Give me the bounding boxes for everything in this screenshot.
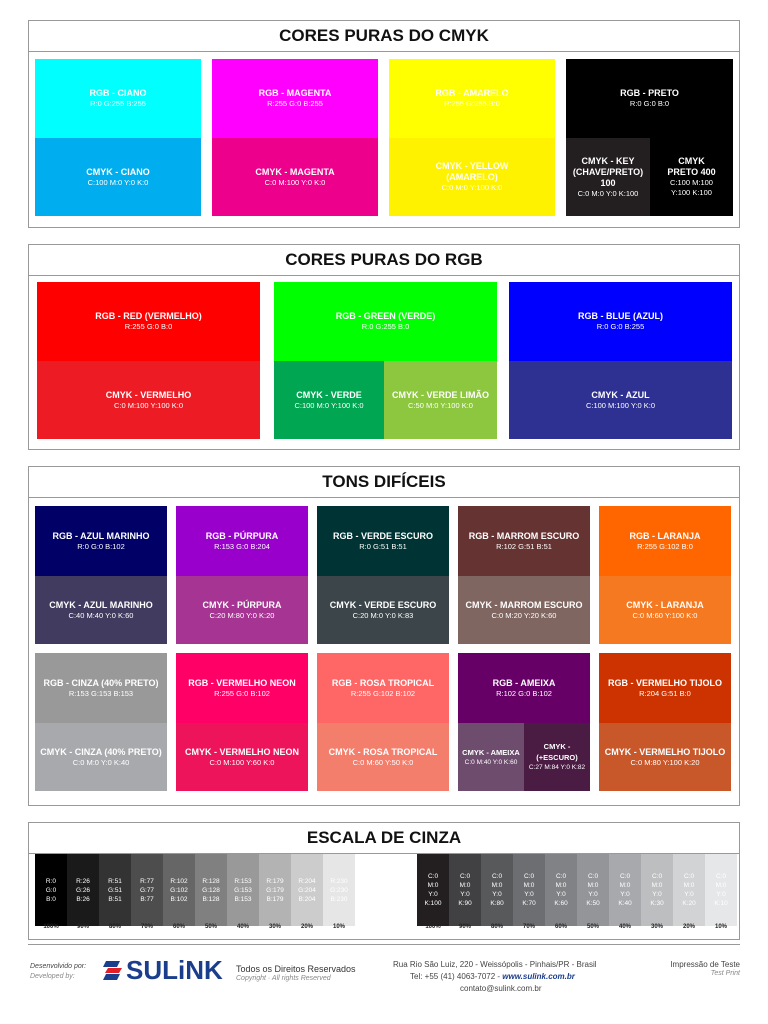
rgb-green-cmyk-0-value: C:100 M:0 Y:100 K:0 — [294, 400, 364, 410]
gray-cell: R:51 G:51 B:51 — [99, 854, 131, 926]
cmyk-rgb-half-value: R:0 G:255 B:255 — [90, 99, 146, 108]
dif-cmyk-half-label: CMYK - VERMELHO NEON — [184, 746, 299, 757]
gray-percentage: 20% — [300, 924, 313, 930]
gray-percentage: 10% — [332, 924, 345, 930]
cmyk-rgb-half — [35, 59, 201, 138]
dif-cmyk-half — [599, 576, 731, 644]
dif-rgb-half — [599, 653, 731, 723]
gray-cell: C:0 M:0 Y:0 K:50 — [577, 854, 609, 926]
address: Rua Rio São Luiz, 220 - Weissópolis - Pinhais/PR - Brasil — [393, 960, 597, 969]
gray-percentage: 40% — [236, 924, 249, 930]
dif-rgb-half-value: R:153 G:153 B:153 — [68, 688, 134, 698]
gray-percentage: 80% — [108, 924, 121, 930]
cmyk-cmyk-half-label: CMYK - CIANO — [86, 166, 150, 177]
contact-line — [410, 972, 575, 981]
cmyk-black-key-label: CMYK - KEY (CHAVE/PRETO) 100 — [572, 155, 644, 188]
dif-rgb-half-value: R:255 G:102 B:0 — [637, 541, 693, 551]
dif-ameixa-cmyk-1-label: CMYK - (+ESCURO) — [536, 742, 578, 762]
dif-cmyk-half-value: C:0 M:60 Y:100 K:0 — [632, 610, 698, 620]
dif-rgb-half-label: RGB - MARROM ESCURO — [468, 530, 580, 541]
dif-cmyk-half — [176, 723, 308, 791]
rgb-cmyk-half-value: C:0 M:100 Y:100 K:0 — [113, 400, 184, 410]
dif-rgb-half-value: R:0 G:51 B:51 — [359, 541, 407, 551]
gray-percentage: 60% — [172, 924, 185, 930]
test-print-pt: Impressão de Teste — [670, 960, 740, 969]
gray-cell: C:0 M:0 Y:0 K:100 — [417, 854, 449, 926]
gray-cell: R:128 G:128 B:128 — [195, 854, 227, 926]
dif-cmyk-half-label: CMYK - ROSA TROPICAL — [328, 746, 438, 757]
cmyk-black-key — [566, 138, 650, 216]
sulink-wordmark: SULiNK — [126, 955, 223, 985]
dif-ameixa-cmyk-0-value: C:0 M:40 Y:0 K:60 — [464, 758, 518, 766]
rgb-rgb-half-label: RGB - GREEN (VERDE) — [335, 311, 436, 321]
gray-cell: R:230 G:230 B:230 — [323, 854, 355, 926]
cmyk-cmyk-half — [389, 138, 555, 216]
sulink-logo — [100, 955, 230, 985]
gray-percentages-rgb — [35, 924, 355, 930]
dif-ameixa-cmyk-1-value: C:27 M:84 Y:0 K:82 — [528, 764, 586, 771]
gray-percentage: 70% — [522, 924, 535, 930]
rgb-green-cmyk-1-label: CMYK - VERDE LIMÃO — [391, 389, 489, 400]
dif-rgb-half — [35, 653, 167, 723]
gray-percentage: 50% — [204, 924, 217, 930]
cmyk-cmyk-half — [35, 138, 201, 216]
gray-cell: C:0 M:0 Y:0 K:90 — [449, 854, 481, 926]
rgb-cmyk-half — [37, 361, 260, 439]
dificeis-swatch-dificeis_row1-2 — [317, 506, 449, 644]
dif-cmyk-half — [458, 576, 590, 644]
dificeis-swatch-dificeis_row1-4 — [599, 506, 731, 644]
cmyk-swatch-1 — [212, 59, 378, 216]
dif-cmyk-half-label: CMYK - MARROM ESCURO — [465, 599, 583, 610]
dif-cmyk-half-label: CMYK - AZUL MARINHO — [49, 599, 153, 610]
dif-rgb-half — [35, 506, 167, 576]
gray-percentage: 20% — [682, 924, 695, 930]
dif-rgb-half-value: R:0 G:0 B:102 — [77, 541, 125, 551]
cmyk-cmyk-half-value: C:0 M:0 Y:100 K:0 — [441, 183, 503, 192]
gray-scale-cmyk — [417, 854, 737, 926]
dif-rgb-half-value: R:102 G:51 B:51 — [496, 541, 552, 551]
cmyk-swatch-black — [566, 59, 733, 216]
rgb-green-cmyk-1 — [384, 361, 497, 439]
dif-rgb-half-value: R:204 G:51 B:0 — [639, 688, 691, 698]
dif-cmyk-half — [317, 723, 449, 791]
cmyk-black-400-value: C:100 M:100 Y:100 K:100 — [670, 178, 713, 197]
dif-rgb-half-label: RGB - CINZA (40% PRETO) — [43, 677, 159, 688]
dif-ameixa-cmyk-0 — [458, 723, 524, 791]
dif-cmyk-half — [35, 723, 167, 791]
dif-cmyk-half — [35, 576, 167, 644]
rgb-rgb-half — [509, 282, 732, 361]
cmyk-black-rgb-half-value: R:0 G:0 B:0 — [629, 99, 670, 108]
cmyk-cmyk-half-label: CMYK - MAGENTA — [255, 166, 335, 177]
dif-cmyk-half-value: C:0 M:60 Y:50 K:0 — [352, 757, 414, 767]
gray-percentage: 100% — [43, 924, 59, 930]
cmyk-rgb-half — [212, 59, 378, 138]
dif-rgb-half-value: R:102 G:0 B:102 — [496, 688, 552, 698]
rights-en: Copyright · All rights Reserved — [236, 975, 331, 982]
dificeis-swatch-dificeis_row1-1 — [176, 506, 308, 644]
cmyk-section-title: CORES PURAS DO CMYK — [29, 21, 739, 52]
dif-cmyk-half-label: CMYK - VERMELHO TIJOLO — [604, 746, 726, 757]
dif-cmyk-half-value: C:0 M:20 Y:20 K:60 — [491, 610, 557, 620]
rgb-cmyk-half-value: C:100 M:100 Y:0 K:0 — [585, 400, 656, 410]
test-print-en: Test Print — [710, 970, 740, 977]
dif-rgb-half — [458, 653, 590, 723]
dificeis-swatch-dificeis_row2-0 — [35, 653, 167, 791]
dif-cmyk-half-value: C:0 M:0 Y:0 K:40 — [72, 757, 130, 767]
dif-rgb-half-label: RGB - VERDE ESCURO — [332, 530, 433, 541]
gray-cell: C:0 M:0 Y:0 K:20 — [673, 854, 705, 926]
dif-cmyk-half-label: CMYK - CINZA (40% PRETO) — [40, 746, 162, 757]
dif-rgb-half — [599, 506, 731, 576]
dificeis-swatch-dificeis_row2-1 — [176, 653, 308, 791]
gray-cell: C:0 M:0 Y:0 K:60 — [545, 854, 577, 926]
gray-percentage: 30% — [650, 924, 663, 930]
rgb-green-cmyk-1-value: C:50 M:0 Y:100 K:0 — [408, 400, 473, 410]
cmyk-rgb-half-label: RGB - CIANO — [89, 88, 147, 98]
gray-cell: C:0 M:0 Y:0 K:40 — [609, 854, 641, 926]
dif-cmyk-half — [176, 576, 308, 644]
dif-cmyk-half-value: C:40 M:40 Y:0 K:60 — [68, 610, 134, 620]
cmyk-cmyk-half-label: CMYK - YELLOW (AMARELO) — [435, 161, 509, 182]
dificeis-swatch-dificeis_row1-0 — [35, 506, 167, 644]
dif-rgb-half — [317, 506, 449, 576]
gray-percentage: 80% — [490, 924, 503, 930]
dif-cmyk-half-value: C:20 M:0 Y:0 K:83 — [352, 610, 414, 620]
cinza-section-title: ESCALA DE CINZA — [29, 823, 739, 854]
dif-rgb-half-value: R:255 G:102 B:102 — [350, 688, 416, 698]
cmyk-black-400 — [650, 138, 733, 216]
cmyk-cmyk-half-value: C:0 M:100 Y:0 K:0 — [264, 177, 326, 187]
dif-rgb-half-label: RGB - VERMELHO NEON — [188, 677, 296, 688]
dif-rgb-half-label: RGB - PÚRPURA — [205, 530, 279, 541]
rgb-swatch-0 — [37, 282, 260, 439]
rgb-rgb-half-label: RGB - RED (VERMELHO) — [95, 311, 202, 321]
dif-cmyk-half-label: CMYK - VERDE ESCURO — [329, 599, 437, 610]
dif-cmyk-half-value: C:0 M:100 Y:60 K:0 — [209, 757, 275, 767]
rights-pt: Todos os Direitos Reservados — [236, 964, 356, 974]
gray-cell: C:0 M:0 Y:0 K:70 — [513, 854, 545, 926]
dif-rgb-half-value: R:153 G:0 B:204 — [214, 541, 270, 551]
dif-cmyk-half-label: CMYK - LARANJA — [626, 599, 704, 610]
rgb-rgb-half-label: RGB - BLUE (AZUL) — [578, 311, 663, 321]
rgb-green-cmyk-0 — [274, 361, 384, 439]
gray-percentage: 90% — [458, 924, 471, 930]
dif-rgb-half-label: RGB - VERMELHO TIJOLO — [607, 677, 722, 688]
rgb-rgb-half — [274, 282, 497, 361]
rgb-rgb-half-value: R:0 G:0 B:255 — [596, 322, 645, 331]
cmyk-rgb-half-label: RGB - MAGENTA — [258, 88, 332, 98]
gray-cell: R:153 G:153 B:153 — [227, 854, 259, 926]
gray-percentage: 100% — [425, 924, 441, 930]
dif-rgb-half-label: RGB - AMEIXA — [492, 677, 556, 688]
phone: Tel: +55 (41) 4063-7072 - — [410, 972, 503, 981]
cmyk-cmyk-half-value: C:100 M:0 Y:0 K:0 — [87, 177, 149, 187]
cmyk-black-key-value: C:0 M:0 Y:0 K:100 — [577, 188, 639, 198]
rgb-rgb-half — [37, 282, 260, 361]
website-link[interactable]: www.sulink.com.br — [502, 972, 575, 981]
gray-cell: C:0 M:0 Y:0 K:80 — [481, 854, 513, 926]
sulink-logo-icon — [100, 957, 126, 983]
gray-cell: R:26 G:26 B:26 — [67, 854, 99, 926]
rgb-green-cmyk-0-label: CMYK - VERDE — [296, 389, 362, 400]
rgb-rgb-half-value: R:255 G:0 B:0 — [124, 322, 173, 331]
rgb-cmyk-half — [509, 361, 732, 439]
cmyk-cmyk-half — [212, 138, 378, 216]
cmyk-rgb-half-value: R:255 G:0 B:255 — [267, 99, 323, 108]
gray-cell: R:179 G:179 B:179 — [259, 854, 291, 926]
rgb-swatch-1 — [274, 282, 497, 439]
gray-percentage: 50% — [586, 924, 599, 930]
dif-rgb-half — [458, 506, 590, 576]
dif-ameixa-cmyk-1 — [524, 723, 590, 791]
gray-percentages-cmyk — [417, 924, 737, 930]
gray-percentage: 90% — [76, 924, 89, 930]
dificeis-swatch-dificeis_row1-3 — [458, 506, 590, 644]
gray-cell: C:0 M:0 Y:0 K:10 — [705, 854, 737, 926]
dif-rgb-half-label: RGB - ROSA TROPICAL — [331, 677, 435, 688]
gray-scale-rgb — [35, 854, 355, 926]
gray-percentage: 30% — [268, 924, 281, 930]
cmyk-black-rgb-half — [566, 59, 733, 138]
dif-rgb-half-label: RGB - LARANJA — [629, 530, 701, 541]
footer-divider — [28, 944, 740, 945]
rgb-rgb-half-value: R:0 G:255 B:0 — [361, 322, 410, 331]
dif-rgb-half — [176, 506, 308, 576]
email-link[interactable]: contato@sulink.com.br — [460, 984, 542, 993]
dif-cmyk-half — [317, 576, 449, 644]
gray-percentage: 60% — [554, 924, 567, 930]
gray-cell: R:77 G:77 B:77 — [131, 854, 163, 926]
rgb-cmyk-half-label: CMYK - AZUL — [591, 389, 650, 400]
gray-cell: R:204 G:204 B:204 — [291, 854, 323, 926]
cmyk-swatch-0 — [35, 59, 201, 216]
dif-rgb-half-label: RGB - AZUL MARINHO — [52, 530, 150, 541]
dif-cmyk-half-value: C:20 M:80 Y:0 K:20 — [209, 610, 275, 620]
dif-ameixa-cmyk-0-label: CMYK - AMEIXA — [462, 747, 520, 757]
gray-percentage: 40% — [618, 924, 631, 930]
dif-rgb-half — [176, 653, 308, 723]
cmyk-black-400-label: CMYK PRETO 400 — [667, 156, 716, 177]
gray-cell: C:0 M:0 Y:0 K:30 — [641, 854, 673, 926]
gray-percentage: 10% — [714, 924, 727, 930]
developed-by-en: Developed by: — [30, 973, 75, 980]
cmyk-rgb-half-value: R:255 G:255 B:0 — [444, 99, 500, 108]
gray-cell: R:102 G:102 B:102 — [163, 854, 195, 926]
dif-cmyk-half — [599, 723, 731, 791]
dif-rgb-half — [317, 653, 449, 723]
dificeis-swatch-dificeis_row2-4 — [599, 653, 731, 791]
cmyk-rgb-half — [389, 59, 555, 138]
dificeis-section-title: TONS DIFÍCEIS — [29, 467, 739, 498]
cmyk-rgb-half-label: RGB - AMARELO — [435, 88, 509, 98]
cmyk-swatch-2 — [389, 59, 555, 216]
rgb-section-title: CORES PURAS DO RGB — [29, 245, 739, 276]
dif-rgb-half-value: R:255 G:0 B:102 — [214, 688, 270, 698]
dificeis-swatch-dificeis_row2-3 — [458, 653, 590, 791]
rgb-swatch-2 — [509, 282, 732, 439]
gray-percentage: 70% — [140, 924, 153, 930]
dif-cmyk-half-label: CMYK - PÚRPURA — [202, 599, 282, 610]
rgb-cmyk-half-label: CMYK - VERMELHO — [105, 389, 192, 400]
gray-cell: R:0 G:0 B:0 — [35, 854, 67, 926]
developed-by-pt: Desenvolvido por: — [30, 963, 87, 970]
dificeis-swatch-dificeis_row2-2 — [317, 653, 449, 791]
dif-cmyk-half-value: C:0 M:80 Y:100 K:20 — [630, 757, 700, 767]
cmyk-black-rgb-half-label: RGB - PRETO — [620, 88, 679, 98]
